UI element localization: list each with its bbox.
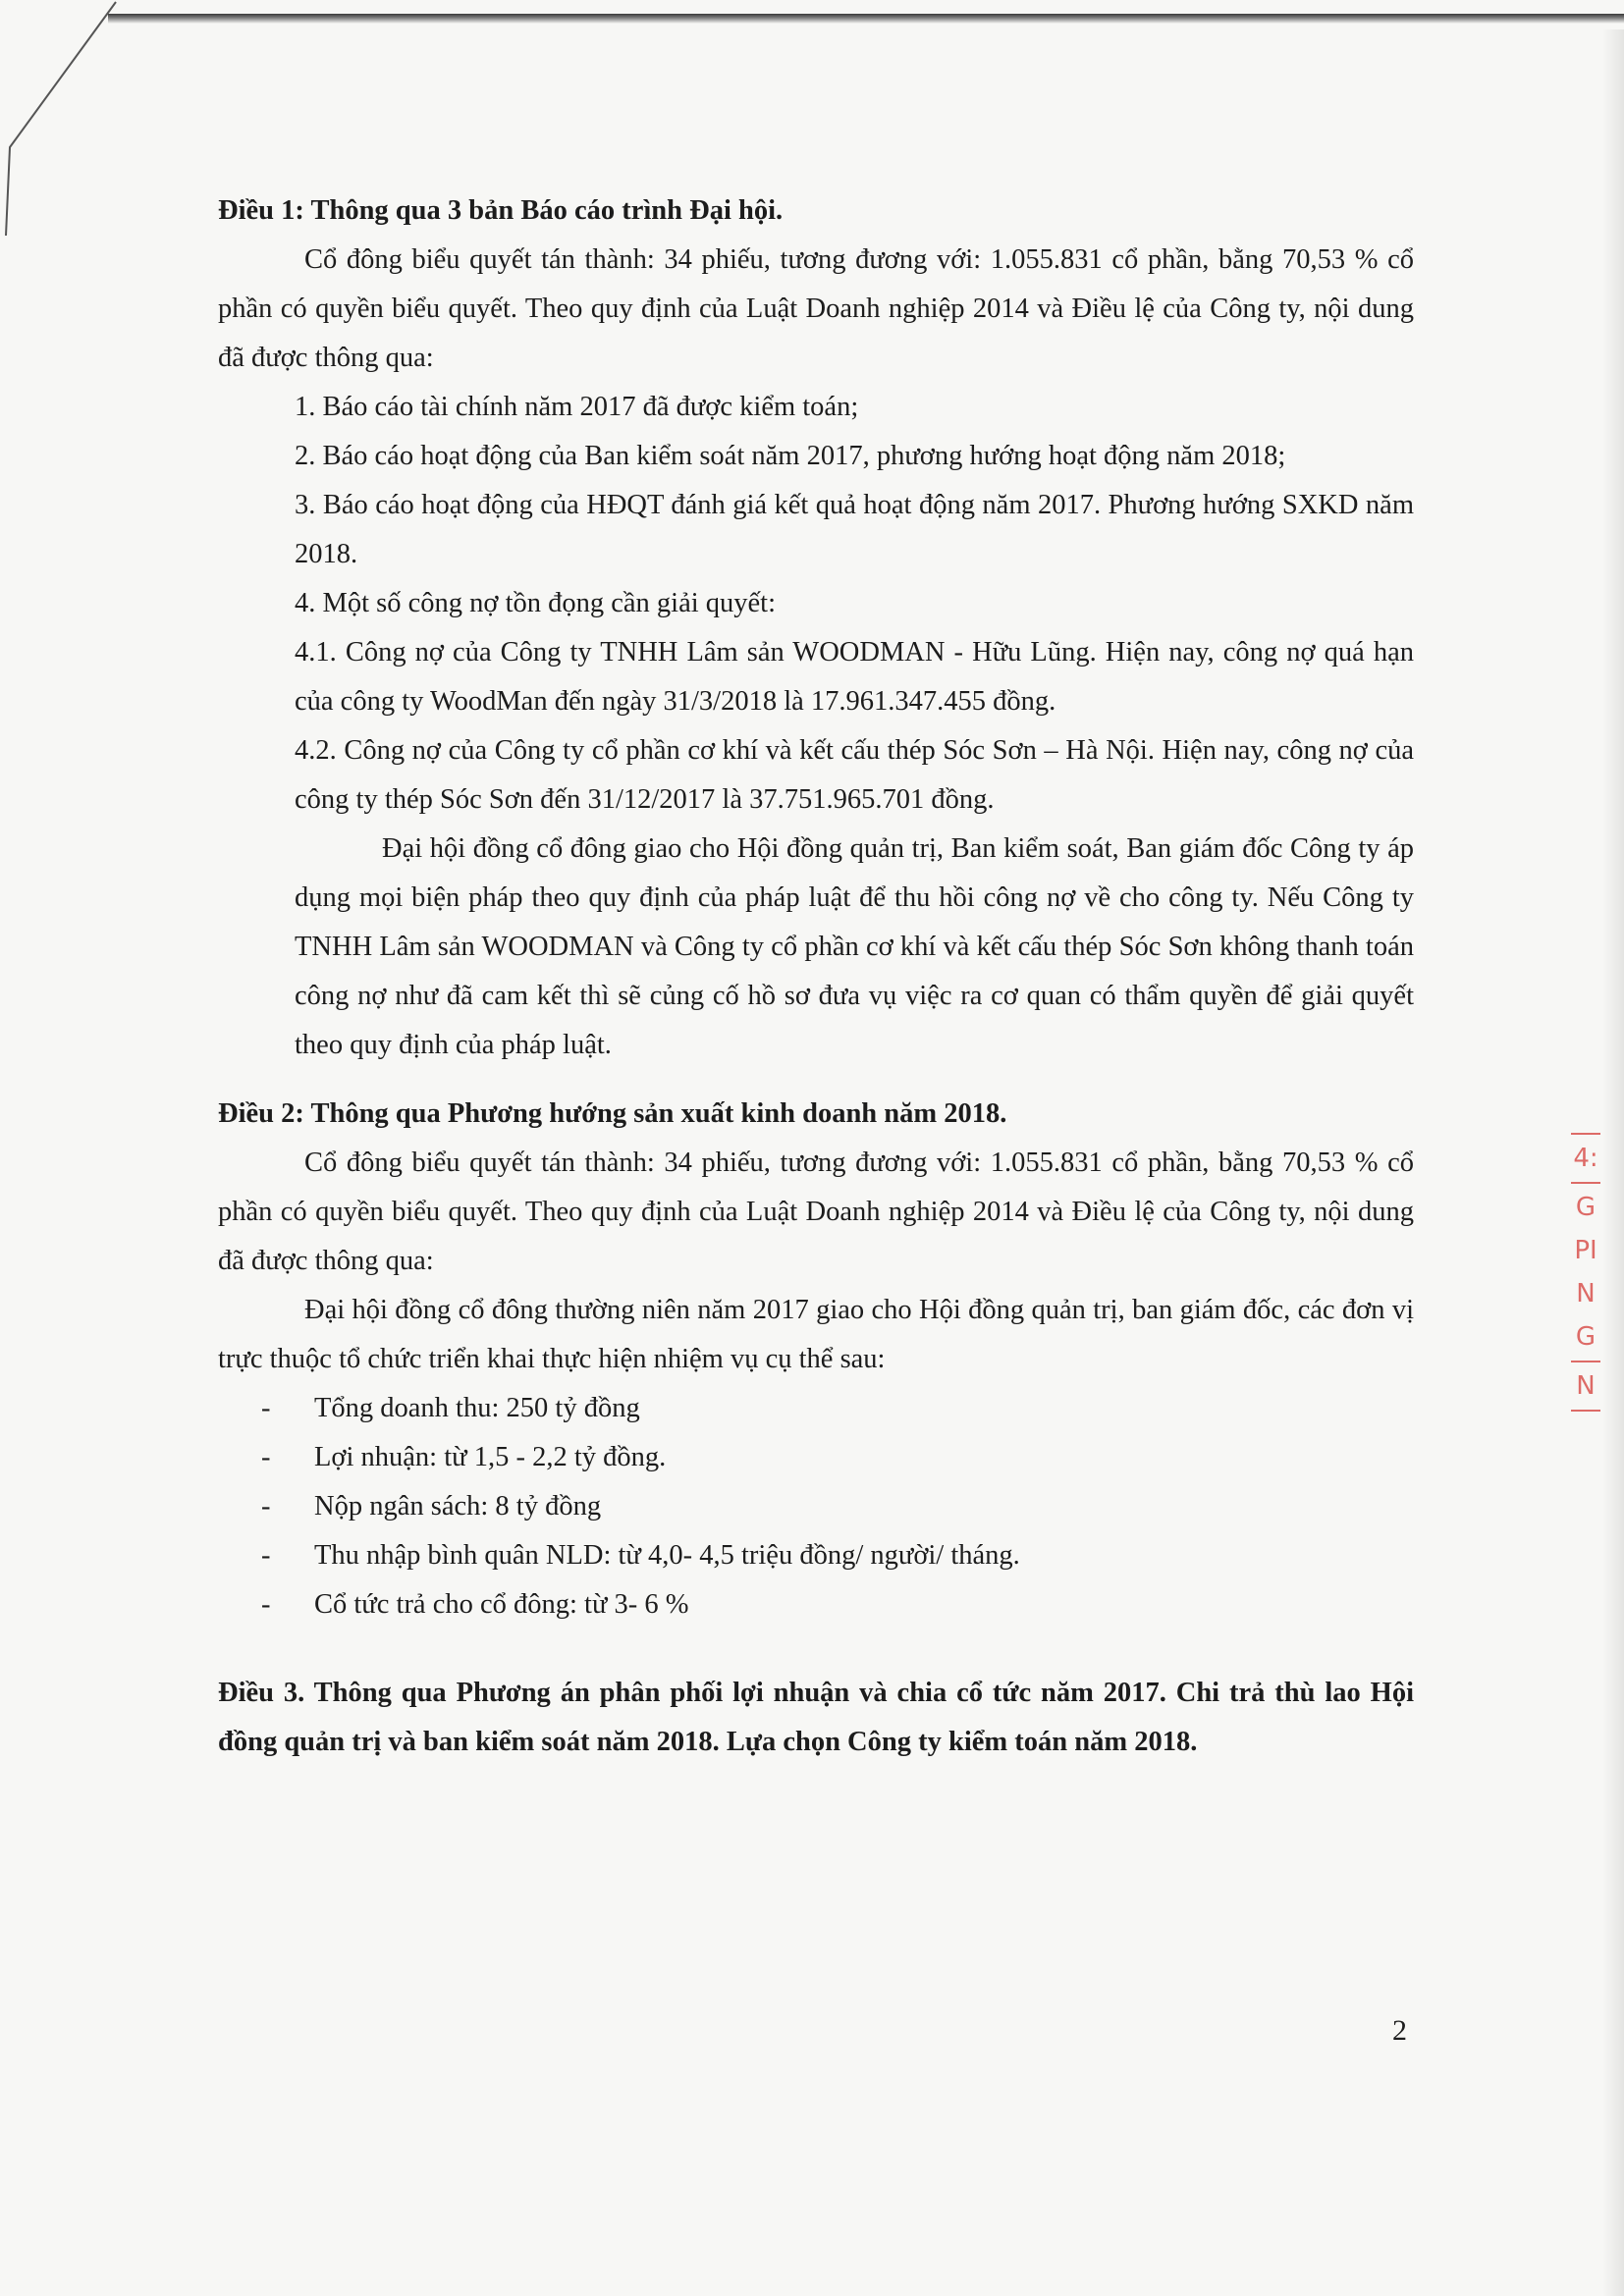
dieu-2-vote: Cổ đông biểu quyết tán thành: 34 phiếu, tương đương với: 1.055.831 cổ phần, bằng 70,53 % cổ phần có quyền biểu quyết. Theo quy định của Luật Doanh nghiệp 2014 và Điều lệ của Công ty, nội dung đã được thông qua: [218,1148,1414,1276]
stamp-char: N [1576,1371,1596,1401]
dieu-2-assignment: Đại hội đồng cổ đông thường niên năm 2017 giao cho Hội đồng quản trị, ban giám đốc, các đơn vị trực thuộc tổ chức triển khai thực hiện nhiệm vụ cụ thể sau: [218,1295,1414,1374]
target-budget: - Nộp ngân sách: 8 tỷ đồng [261,1491,602,1522]
dieu-2-targets [218,1384,1414,1629]
target-profit: - Lợi nhuận: từ 1,5 - 2,2 tỷ đồng. [261,1442,667,1472]
stamp-char: 4: [1573,1144,1598,1173]
dieu-1-item-3: 3. Báo cáo hoạt động của HĐQT đánh giá kết quả hoạt động năm 2017. Phương hướng SXKD năm 2018. [295,490,1414,569]
target-dividend: - Cổ tức trả cho cổ đông: từ 3- 6 % [261,1589,689,1620]
dieu-1-item-4-1: 4.1. Công nợ của Công ty TNHH Lâm sản WOODMAN - Hữu Lũng. Hiện nay, công nợ quá hạn của công ty WoodMan đến ngày 31/3/2018 là 17.961.347.455 đồng. [295,637,1414,717]
dieu-2-heading: Điều 2: Thông qua Phương hướng sản xuất kinh doanh năm 2018. [218,1098,1007,1129]
stamp-char: PI [1574,1236,1597,1265]
dieu-1-item-4-2: 4.2. Công nợ của Công ty cổ phần cơ khí và kết cấu thép Sóc Sơn – Hà Nội. Hiện nay, công nợ của công ty thép Sóc Sơn đến 31/12/2017 là 37.751.965.701 đồng. [295,735,1414,815]
dieu-1-vote: Cổ đông biểu quyết tán thành: 34 phiếu, tương đương với: 1.055.831 cổ phần, bằng 70,53 % cổ phần có quyền biểu quyết. Theo quy định của Luật Doanh nghiệp 2014 và Điều lệ của Công ty, nội dung đã được thông qua: [218,244,1414,373]
scan-edge-top [108,14,1624,24]
dieu-1-heading: Điều 1: Thông qua 3 bản Báo cáo trình Đại hội. [218,195,784,226]
dieu-1-item-2: 2. Báo cáo hoạt động của Ban kiểm soát năm 2017, phương hướng hoạt động năm 2018; [295,441,1286,471]
dieu-1-item-4: 4. Một số công nợ tồn đọng cần giải quyết: [295,588,777,618]
target-revenue: - Tổng doanh thu: 250 tỷ đồng [261,1393,640,1423]
stamp-char: N [1576,1279,1596,1308]
scan-edge-right [1602,29,1624,2296]
stamp-char: G [1575,1322,1597,1352]
target-income: - Thu nhập bình quân NLD: từ 4,0- 4,5 triệu đồng/ người/ tháng. [261,1540,1020,1571]
stamp-char: G [1575,1193,1597,1222]
folded-corner-mark [0,0,118,255]
page-number: 2 [1392,2014,1407,2047]
dieu-3-heading: Điều 3. Thông qua Phương án phân phối lợi nhuận và chia cổ tức năm 2017. Chi trả thù lao Hội đồng quản trị và ban kiểm soát năm 2018. Lựa chọn Công ty kiểm toán năm 2018. [218,1678,1414,1757]
dieu-1-assignment: Đại hội đồng cổ đông giao cho Hội đồng quản trị, Ban kiểm soát, Ban giám đốc Công ty áp dụng mọi biện pháp theo quy định của pháp luật để thu hồi công nợ về cho công ty. Nếu Công ty TNHH Lâm sản WOODMAN và Công ty cổ phần cơ khí và kết cấu thép Sóc Sơn không thanh toán công nợ như đã cam kết thì sẽ củng cố hồ sơ đưa vụ việc ra cơ quan có thẩm quyền để giải quyết theo quy định của pháp luật. [295,833,1414,1060]
stamp-fragment [1571,1131,1600,1414]
document-body [218,187,1414,1767]
dieu-1-item-1: 1. Báo cáo tài chính năm 2017 đã được kiểm toán; [295,392,859,422]
